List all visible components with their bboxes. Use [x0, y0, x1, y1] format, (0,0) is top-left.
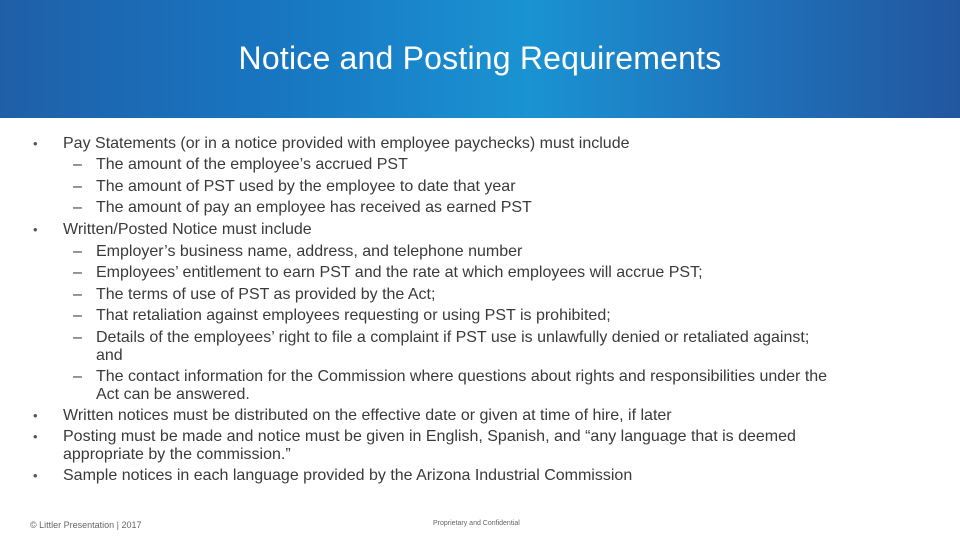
dash-icon: –: [73, 243, 82, 260]
bullet-icon: •: [33, 429, 38, 444]
dash-icon: –: [73, 156, 82, 173]
bullet-2-sub-4: That retaliation against employees requesting or using PST is prohibited;: [96, 307, 611, 324]
dash-icon: –: [73, 368, 82, 385]
footer-copyright: © Littler Presentation | 2017: [30, 520, 142, 530]
bullet-icon: •: [33, 222, 38, 237]
dash-icon: –: [73, 286, 82, 303]
bullet-4-text: Posting must be made and notice must be given in English, Spanish, and “any language that is deemed: [63, 428, 796, 445]
footer-confidential: Proprietary and Confidential: [433, 520, 520, 527]
bullet-1-sub-1: The amount of the employee’s accrued PST: [96, 156, 408, 173]
bullet-2-sub-5: Details of the employees’ right to file a complaint if PST use is unlawfully denied or retaliated against;: [96, 329, 810, 346]
dash-icon: –: [73, 264, 82, 281]
bullet-1-sub-2: The amount of PST used by the employee to date that year: [96, 178, 516, 195]
dash-icon: –: [73, 329, 82, 346]
bullet-icon: •: [33, 136, 38, 151]
bullet-2-text: Written/Posted Notice must include: [63, 221, 312, 238]
slide-title: Notice and Posting Requirements: [238, 40, 722, 76]
bullet-3-text: Written notices must be distributed on the effective date or given at time of hire, if later: [63, 407, 672, 424]
bullet-2-sub-5-cont: and: [96, 347, 123, 364]
bullet-2-sub-3: The terms of use of PST as provided by the Act;: [96, 286, 436, 303]
bullet-1-text: Pay Statements (or in a notice provided with employee paychecks) must include: [63, 135, 630, 152]
bullet-5-text: Sample notices in each language provided by the Arizona Industrial Commission: [63, 467, 633, 484]
bullet-1-sub-3: The amount of pay an employee has received as earned PST: [96, 199, 532, 216]
bullet-icon: •: [33, 468, 38, 483]
bullet-4-cont: appropriate by the commission.”: [63, 446, 291, 463]
bullet-2-sub-2: Employees’ entitlement to earn PST and the rate at which employees will accrue PST;: [96, 264, 703, 281]
dash-icon: –: [73, 178, 82, 195]
bullet-2-sub-6-cont: Act can be answered.: [96, 386, 250, 403]
bullet-2-sub-1: Employer’s business name, address, and telephone number: [96, 243, 523, 260]
bullet-2-sub-6: The contact information for the Commission where questions about rights and responsibilities under the: [96, 368, 828, 385]
dash-icon: –: [73, 199, 82, 216]
dash-icon: –: [73, 307, 82, 324]
bullet-icon: •: [33, 408, 38, 423]
